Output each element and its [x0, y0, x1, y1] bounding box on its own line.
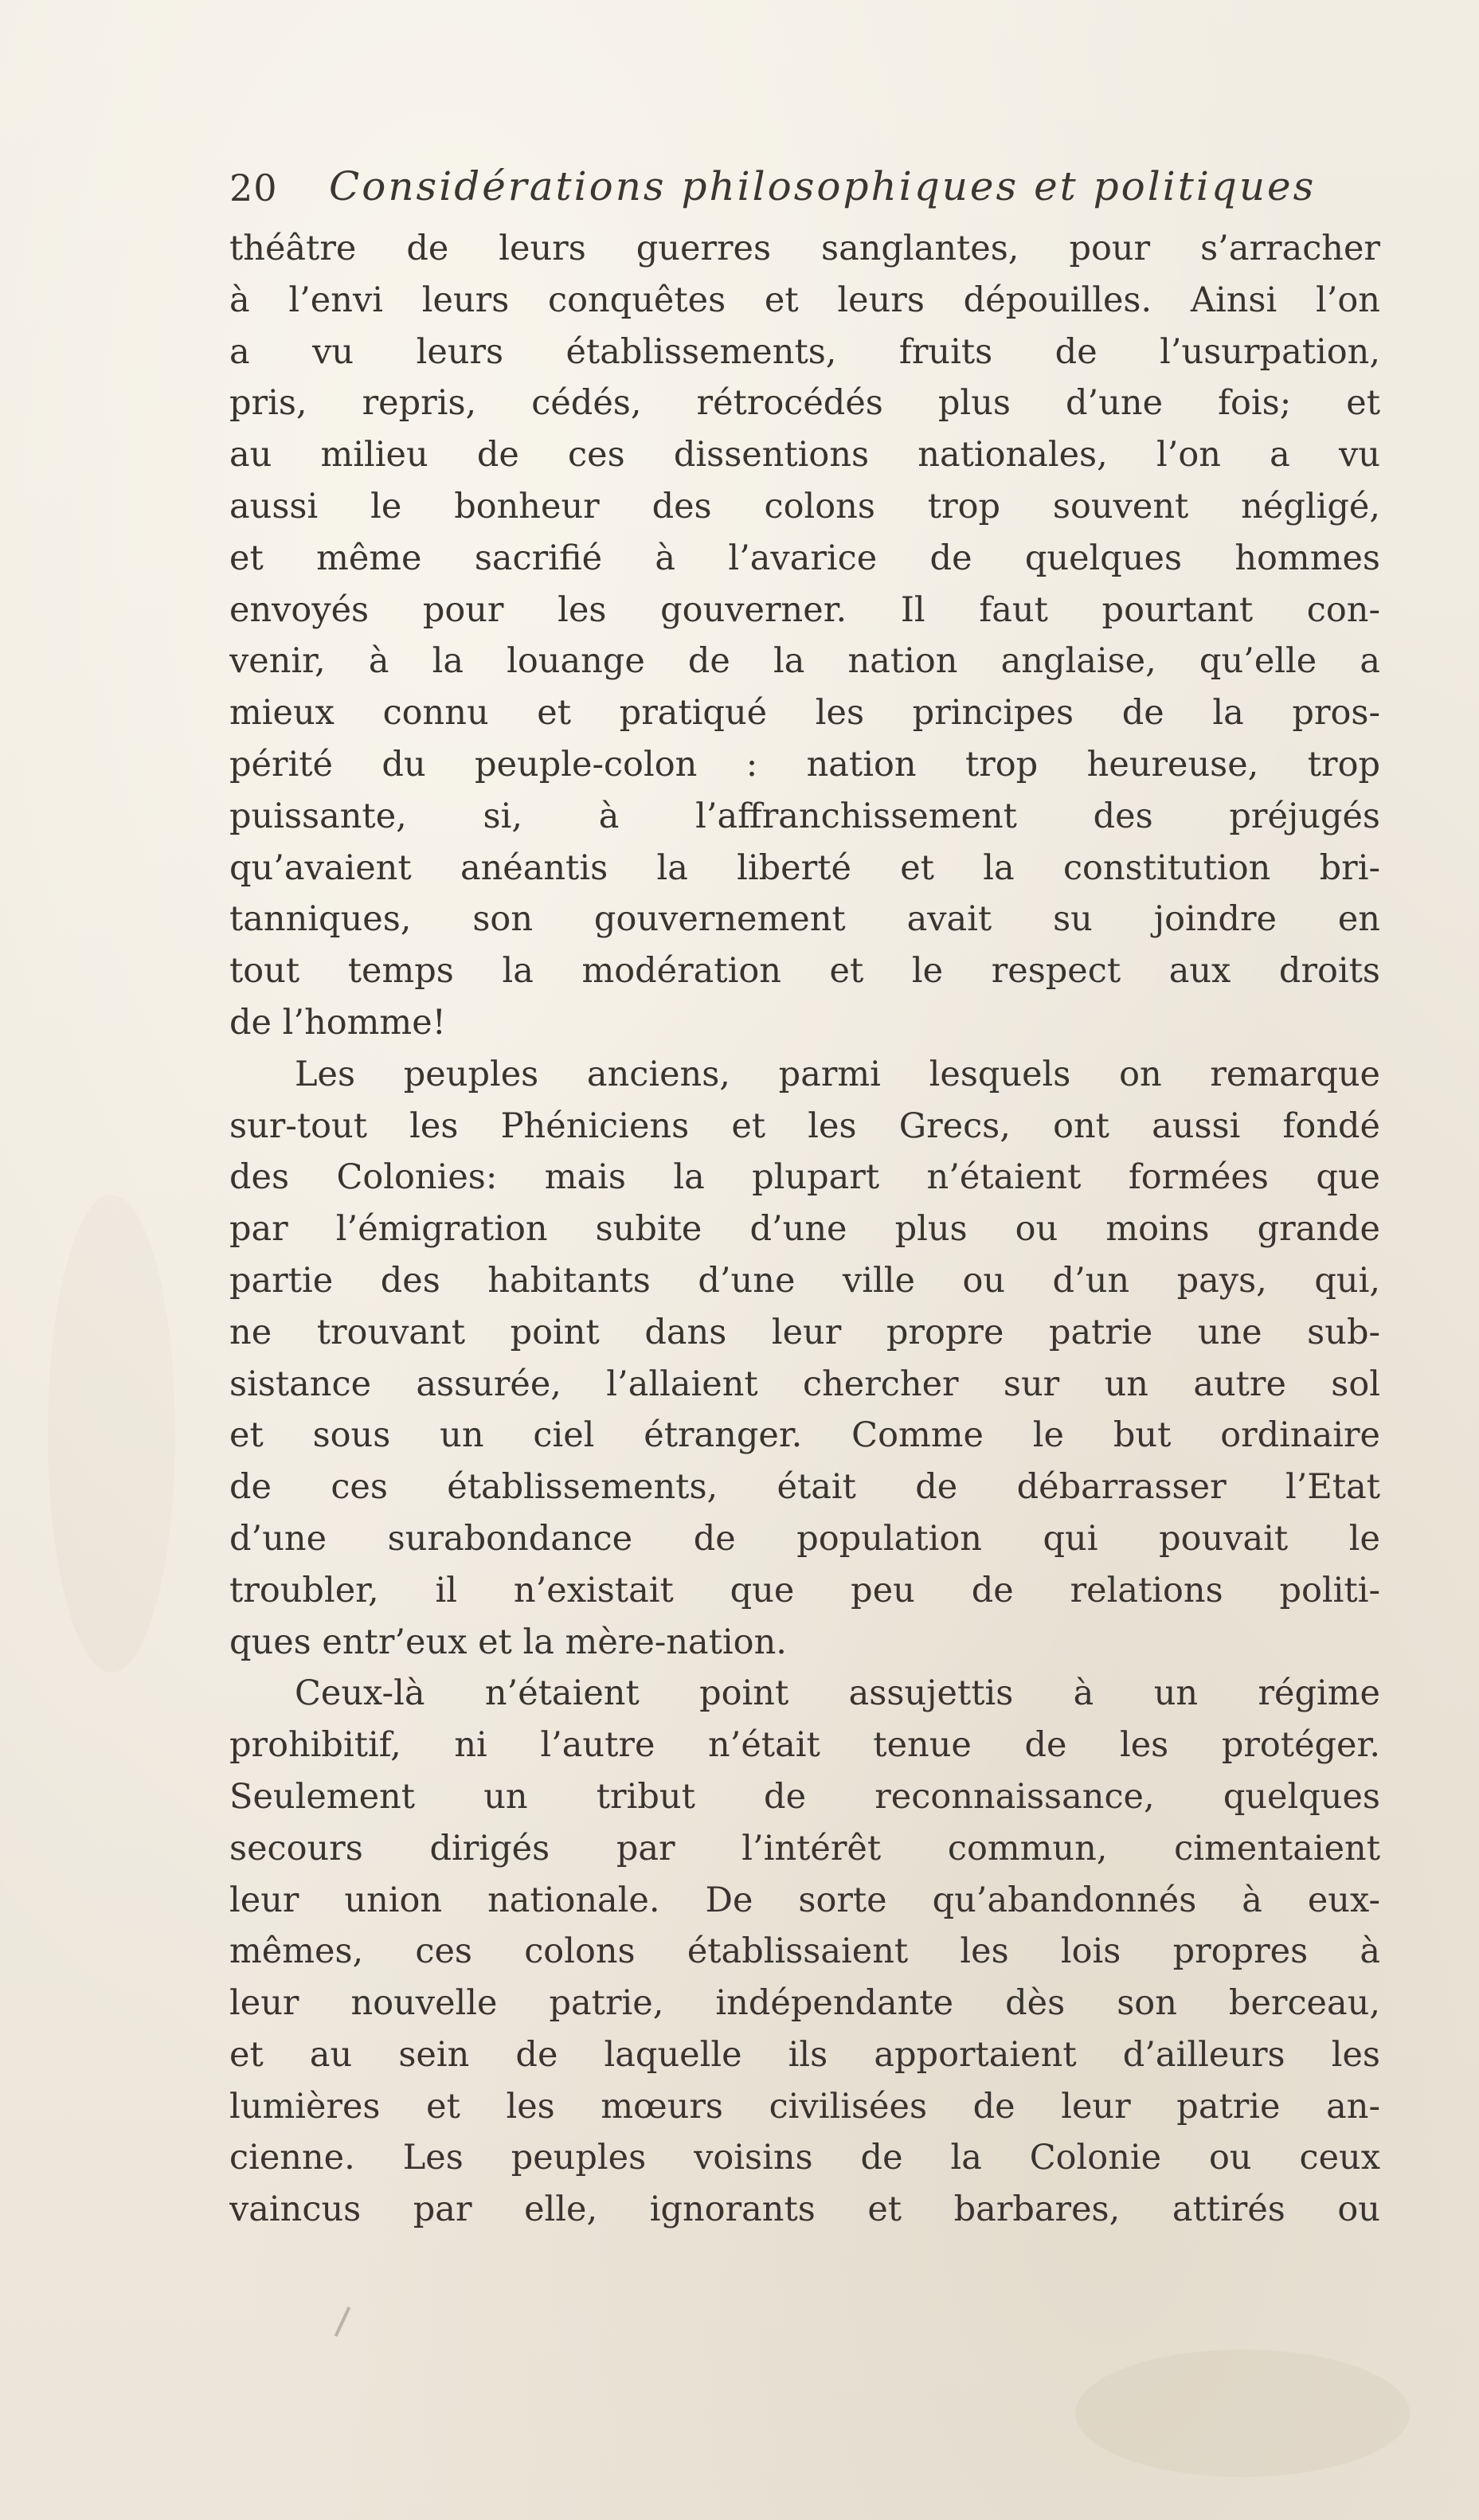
text-line: qu’avaient anéantis la liberté et la constitution bri- [229, 847, 1380, 888]
text-line: tout temps la modération et le respect aux droits [229, 951, 1380, 992]
text-line: ne trouvant point dans leur propre patrie une sub- [229, 1312, 1380, 1352]
page-header [229, 163, 1376, 219]
text-line: mieux connu et pratiqué les principes de la pros- [229, 693, 1380, 734]
text-line: ques entr’eux et la mère-nation. [229, 1622, 787, 1662]
text-line: venir, à la louange de la nation anglaise, qu’elle a [229, 641, 1380, 682]
text-line: vaincus par elle, ignorants et barbares, attirés ou [229, 2189, 1380, 2230]
text-line: et même sacrifié à l’avarice de quelques hommes [229, 538, 1380, 578]
text-line: sistance assurée, l’allaient chercher sur un autre sol [229, 1364, 1380, 1404]
body-text [229, 223, 1380, 2236]
text-line: tanniques, son gouvernement avait su joindre en [229, 899, 1380, 940]
running-title: Considérations philosophiques et politiques [329, 163, 1317, 209]
text-line: et sous un ciel étranger. Comme le but ordinaire [229, 1415, 1380, 1456]
text-line: prohibitif, ni l’autre n’était tenue de les protéger. [229, 1725, 1380, 1766]
text-line: des Colonies: mais la plupart n’étaient formées que [229, 1157, 1380, 1198]
text-line: troubler, il n’existait que peu de relations politi- [229, 1570, 1380, 1610]
paper-stain [1075, 2350, 1410, 2477]
text-line: de ces établissements, était de débarrasser l’Etat [229, 1467, 1380, 1508]
text-line: par l’émigration subite d’une plus ou moins grande [229, 1209, 1380, 1250]
text-line: aussi le bonheur des colons trop souvent négligé, [229, 486, 1380, 526]
page-number: 20 [229, 166, 278, 209]
text-line: envoyés pour les gouverner. Il faut pourtant con- [229, 589, 1380, 630]
text-line: secours dirigés par l’intérêt commun, cimentaient [229, 1828, 1380, 1868]
text-line: au milieu de ces dissentions nationales, l’on a vu [229, 435, 1380, 475]
text-line: puissante, si, à l’affranchissement des préjugés [229, 796, 1380, 836]
text-line: leur nouvelle patrie, indépendante dès son berceau, [229, 1983, 1380, 2024]
text-line: cienne. Les peuples voisins de la Colonie ou ceux [229, 2138, 1380, 2178]
text-line: et au sein de laquelle ils apportaient d’ailleurs les [229, 2034, 1380, 2075]
text-line: périté du peuple-colon : nation trop heureuse, trop [229, 744, 1380, 785]
text-line: théâtre de leurs guerres sanglantes, pour s’arracher [229, 229, 1380, 268]
text-line: a vu leurs établissements, fruits de l’usurpation, [229, 331, 1380, 372]
text-line: de l’homme! [229, 1002, 446, 1043]
text-line: lumières et les mœurs civilisées de leur patrie an- [229, 2086, 1380, 2127]
text-line: d’une surabondance de population qui pouvait le [229, 1518, 1380, 1559]
text-line: partie des habitants d’une ville ou d’un pays, qui, [229, 1260, 1380, 1301]
pencil-mark [335, 2307, 351, 2337]
text-line: sur-tout les Phéniciens et les Grecs, ont aussi fondé [229, 1105, 1380, 1146]
text-line: pris, repris, cédés, rétrocédés plus d’une fois; et [229, 383, 1380, 424]
text-line: mêmes, ces colons établissaient les lois propres à [229, 1931, 1380, 1972]
text-line: Les peuples anciens, parmi lesquels on remarque [295, 1054, 1380, 1094]
text-line: leur union nationale. De sorte qu’abandonnés à eux- [229, 1880, 1380, 1920]
text-line: Seulement un tribut de reconnaissance, quelques [229, 1776, 1380, 1817]
paper-stain [48, 1195, 175, 1673]
text-line: à l’envi leurs conquêtes et leurs dépouilles. Ainsi l’on [229, 280, 1380, 320]
text-line: Ceux-là n’étaient point assujettis à un régime [295, 1673, 1380, 1714]
